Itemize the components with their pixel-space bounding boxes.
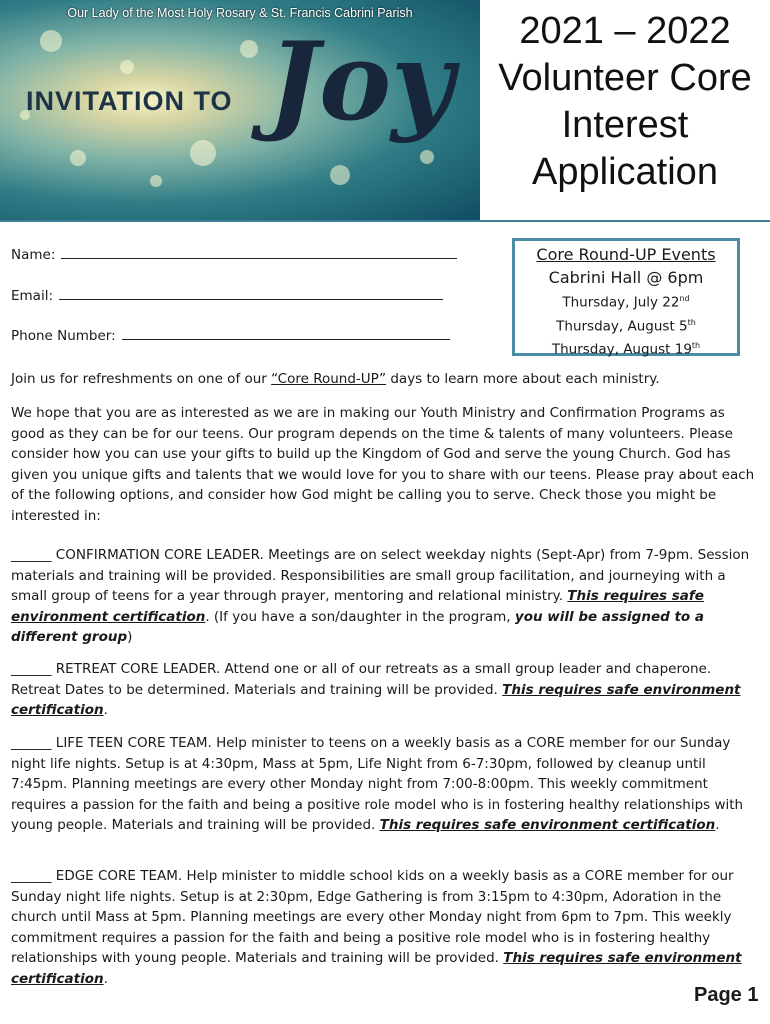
events-heading: Core Round-UP Events <box>536 245 716 264</box>
event-date: Thursday, August 5th <box>556 317 696 334</box>
checkbox-blank[interactable]: ______ <box>11 661 52 677</box>
option-retreat: ______ RETREAT CORE LEADER. Attend one or all of our retreats as a small group leader and chaperone. Retreat Dates to be determined. Materials and training will be provided. This requires safe environment certification. <box>11 661 741 718</box>
option-lifeteen: ______ LIFE TEEN CORE TEAM. Help minister to teens on a weekly basis as a CORE member for our Sunday night life nights. Setup is at 4:30pm, Mass at 5pm, Life Night from 6-7:30pm, followed by cleanup until 7:45pm. Planning meetings are every other Monday night from 7:00-8:00pm. This weekly commitment requires a passion for the faith and being a positive role model who is in fostering healthy relationships with young people. Materials and training will be provided. This requires safe environment certification. <box>11 735 744 833</box>
intro-line: Join us for refreshments on one of our “Core Round-UP” days to learn more about each ministry. <box>11 371 660 387</box>
phone-line[interactable] <box>122 329 450 340</box>
option-confirmation: ______ CONFIRMATION CORE LEADER. Meetings are on select weekday nights (Sept-Apr) from 7-9pm. Session materials and training will be provided. Responsibilities are small group facilitation, and journeying with a small group of teens for a year through prayer, mentoring and relational ministry. This requires safe environment certification. (If you have a son/daughter in the program, you will be assigned to a different group) <box>11 547 750 645</box>
option-edge: ______ EDGE CORE TEAM. Help minister to middle school kids on a weekly basis as a CORE member for our Sunday night life nights. Setup is at 2:30pm, Edge Gathering is from 3:15pm to 4:30pm, Adoration in the church until Mass at 5pm. Planning meetings are every other Monday night from 6pm to 7pm. This weekly commitment requires a passion for the faith and being a positive role model who is in fostering healthy relationships with young people. Materials and training will be provided. This requires safe environment certification. <box>11 868 742 987</box>
body-paragraph: We hope that you are as interested as we are in making our Youth Ministry and Confirmation Programs as good as they can be for our teens. Our program depends on the time & talents of many volunteers. Please consider how you can use your gifts to build up the Kingdom of God and serve the young Church. God has given you unique gifts and talents that we would love for you to share with our teens. Please pray about each of the following options, and consider how God might be calling you to serve. Check those you might be interested in: <box>11 405 755 524</box>
email-field[interactable] <box>11 288 443 304</box>
title-line: Interest <box>561 104 689 146</box>
title-line: Volunteer Core <box>498 57 752 99</box>
parish-name: Our Lady of the Most Holy Rosary & St. Francis Cabrini Parish <box>67 6 413 20</box>
joy-script-text: Joy <box>268 19 454 145</box>
name-label: Name: <box>11 247 56 263</box>
title-line: 2021 – 2022 <box>519 10 731 52</box>
events-location: Cabrini Hall @ 6pm <box>548 268 704 287</box>
roundup-events-box <box>512 238 740 356</box>
header-banner-image <box>0 0 480 222</box>
document-title <box>480 8 770 196</box>
name-field[interactable] <box>11 247 457 263</box>
roundup-highlight: “Core Round-UP” <box>271 371 387 387</box>
title-line: Application <box>532 151 718 193</box>
certification-note: This requires safe environment certification <box>11 588 704 625</box>
event-date: Thursday, August 19th <box>551 341 701 358</box>
checkbox-blank[interactable]: ______ <box>11 547 52 563</box>
checkbox-blank[interactable]: ______ <box>11 868 52 884</box>
name-line[interactable] <box>61 248 457 259</box>
page-number: Page 1 <box>694 984 759 1006</box>
phone-field[interactable] <box>11 328 450 344</box>
certification-note: This requires safe environment certification <box>11 681 741 718</box>
checkbox-blank[interactable]: ______ <box>11 735 52 751</box>
email-line[interactable] <box>59 289 443 300</box>
invitation-to-text: INVITATION TO <box>26 86 233 116</box>
event-date: Thursday, July 22nd <box>562 294 690 311</box>
phone-label: Phone Number: <box>11 328 116 344</box>
certification-note: This requires safe environment certification <box>11 950 742 987</box>
header-divider <box>0 220 770 222</box>
email-label: Email: <box>11 288 54 304</box>
certification-note: This requires safe environment certification <box>379 817 716 833</box>
